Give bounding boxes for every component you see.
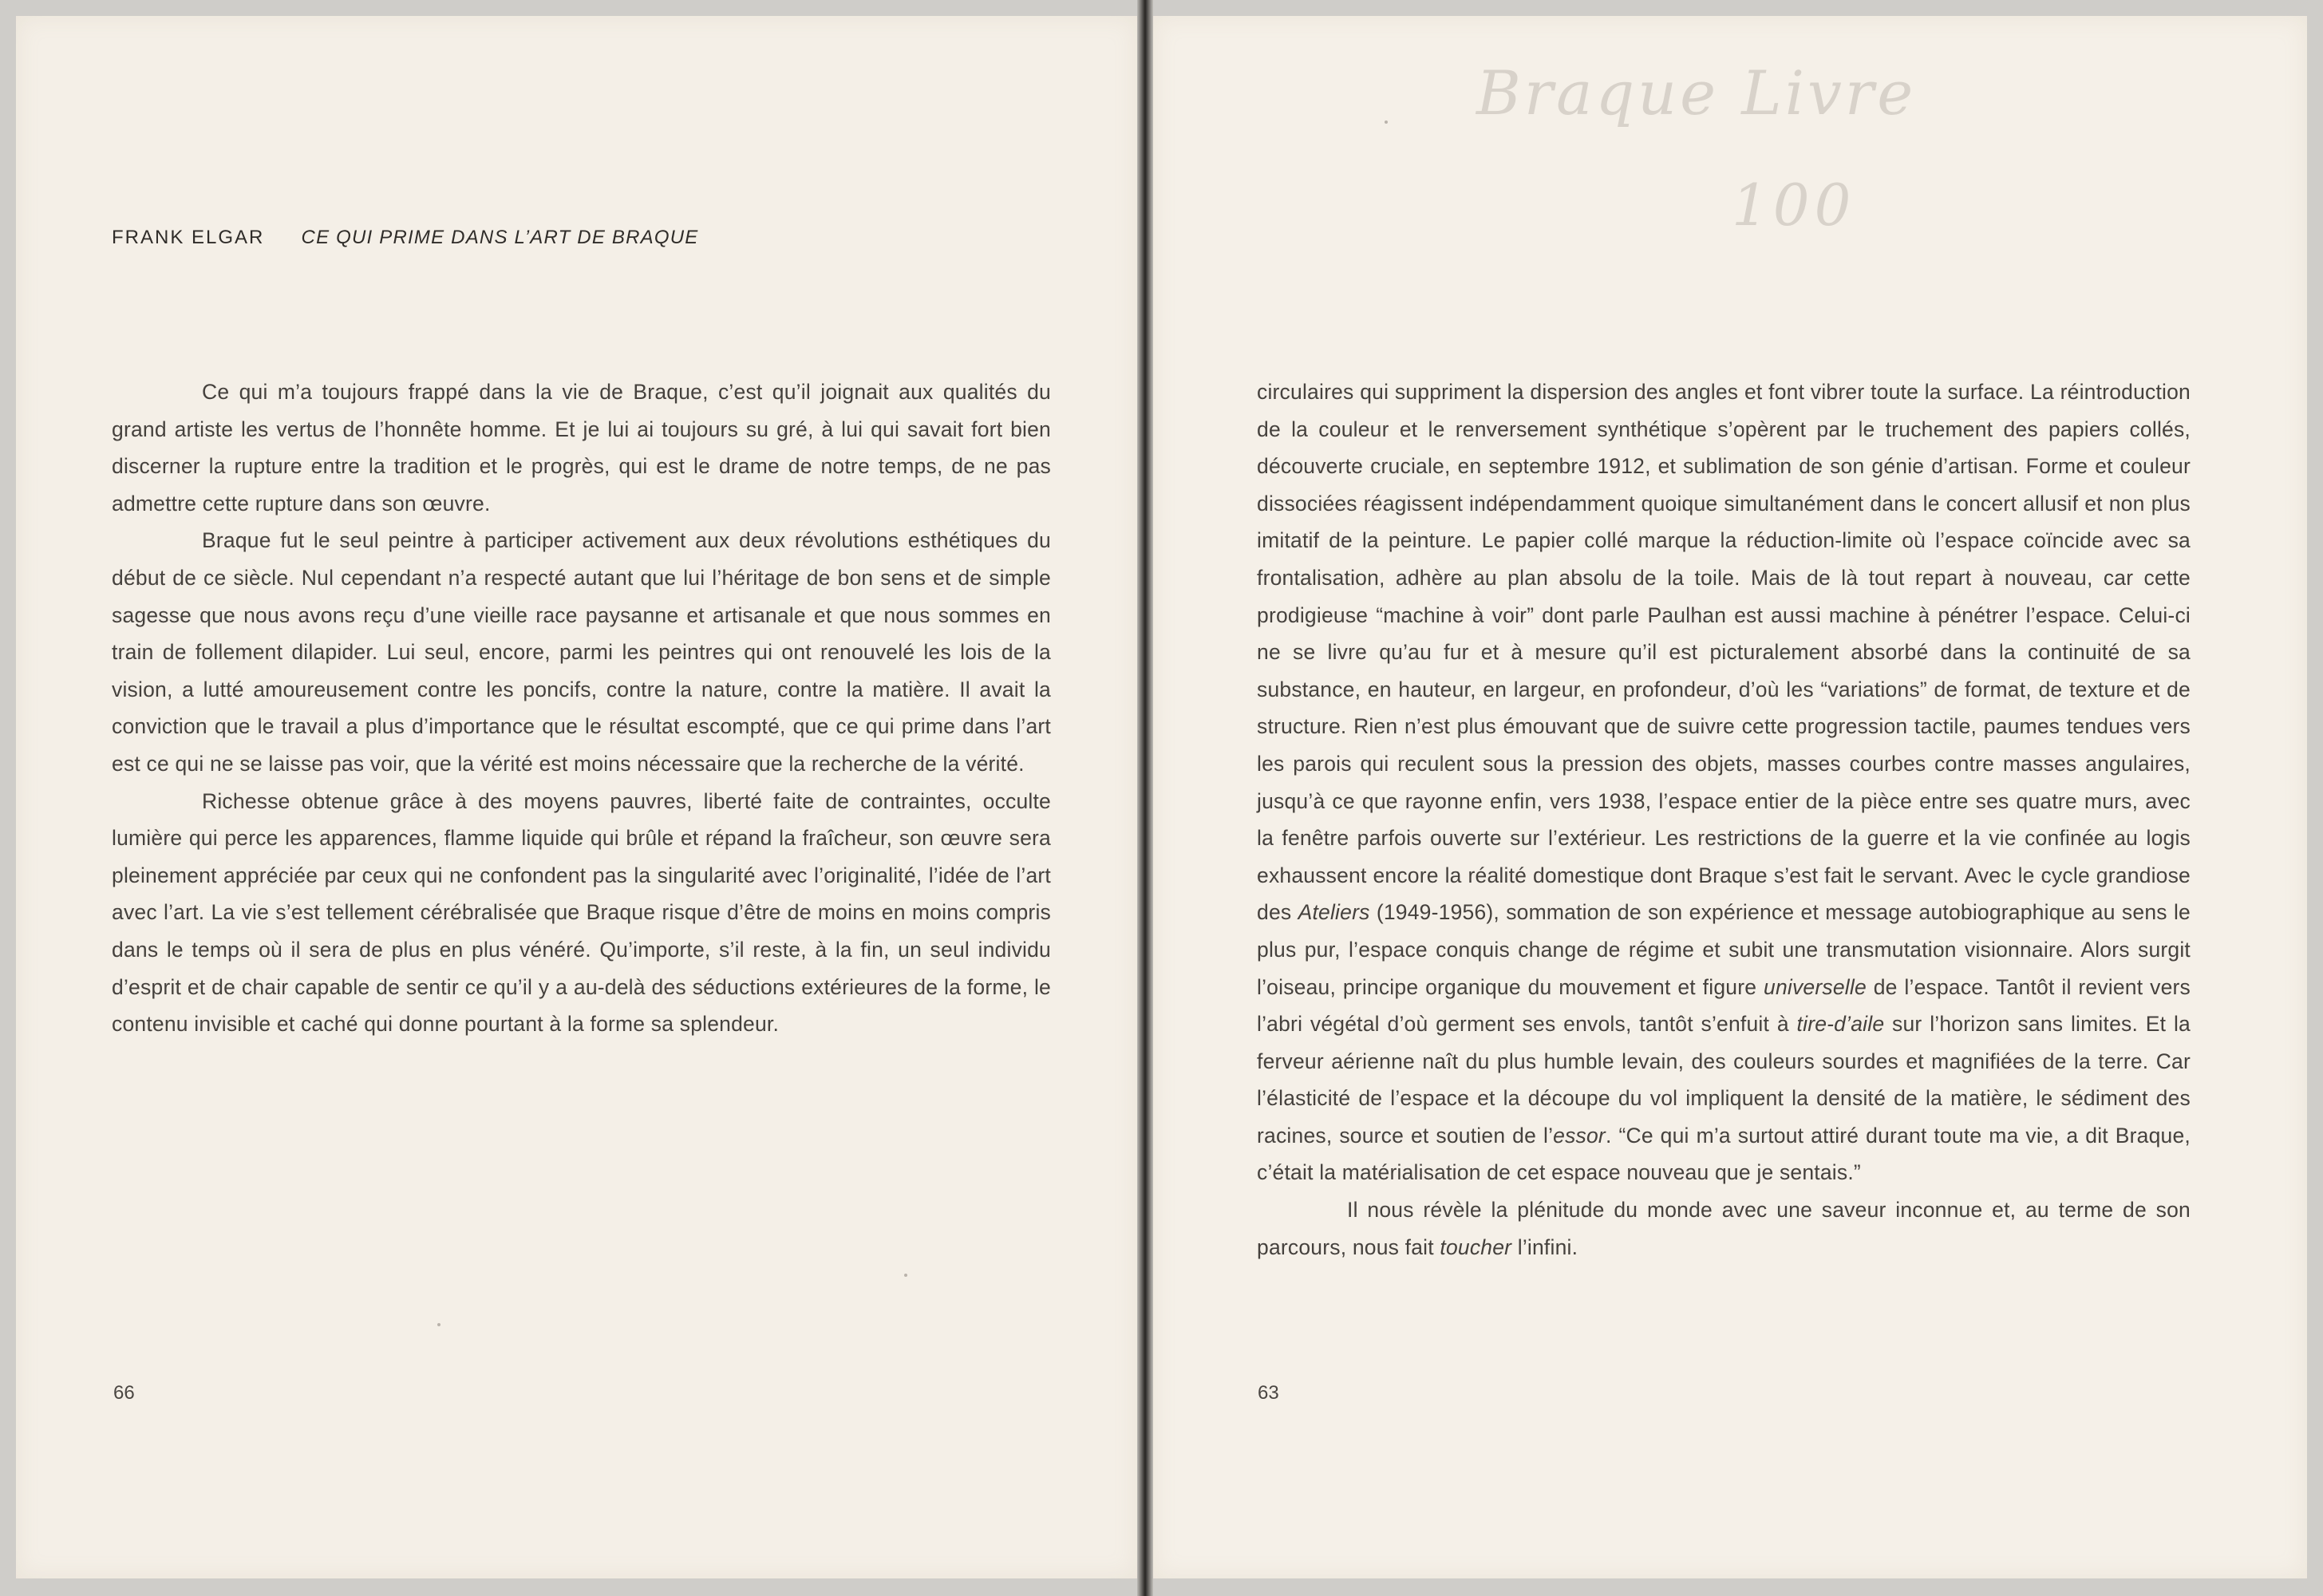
running-header (112, 227, 698, 249)
italic-text: essor (1553, 1123, 1606, 1148)
italic-text: universelle (1764, 974, 1867, 999)
paper-speck (1385, 120, 1388, 124)
paragraph (1257, 1191, 2191, 1266)
text-run: (1949-1956), sommation de son expérience et message autobiographique au sens le plus pur, l’espace conquis change de régime et subit une transmutation visionnaire. Alors surgit l’oiseau, principe organique du mouvement et figure (1257, 900, 2191, 999)
text-run: Il nous révèle la plénitude du monde avec une saveur inconnue et, au terme de son parcours, nous fait (1257, 1198, 2191, 1259)
pencil-annotation-title: Braque Livre (1476, 57, 1917, 128)
text-run: l’infini. (1511, 1235, 1578, 1259)
author-name: FRANK ELGAR (112, 227, 265, 248)
page-number-right: 63 (1258, 1382, 1279, 1404)
text-run: circulaires qui suppriment la dispersion des angles et font vibrer toute la surface. La réintroduction de la couleur et le renversement synthétique s’opèrent par le truchement des papiers collés, découverte cruciale, en septembre 1912, et sublimation de son génie d’artisan. Forme et couleur dissociées réagissent indépendamment quoique simultanément dans le concert allusif et non plus imitatif de la peinture. Le papier collé marque la réduction-limite où l’espace coïncide avec sa frontalisation, adhère au plan absolu de la toile. Mais de là tout repart à nouveau, car cette prodigieuse “machine à voir” dont parle Paulhan est aussi machine à pénétrer l’espace. Celui-ci ne se livre qu’au fur et à mesure qu’il est picturalement absorbé dans la continuité de sa substance, en hauteur, en largeur, en profondeur, d’où les “variations” de format, de texture et de structure. Rien n’est plus émouvant que de suivre cette progression tactile, paumes tendues vers les parois qui reculent sous la pression des objets, masses courbes contre masses angulaires, jusqu’à ce que rayonne enfin, vers 1938, l’espace entier de la pièce entre ses quatre murs, avec la fenêtre parfois ouverte sur l’extérieur. Les restrictions de la guerre et la vie confinée au logis exhaussent encore la réalité domestique dont Braque s’est fait le servant. Avec le cycle grandiose des (1257, 380, 2191, 925)
text-run: . “Ce qui m’a surtout attiré durant toute ma vie, a dit Braque, c’était la matérialisation de cet espace nouveau que je sentais.” (1257, 1123, 2191, 1185)
text-run: de l’espace. Tantôt il revient vers l’abri végétal d’où germent ses envols, tantôt s’enfuit à (1257, 974, 2191, 1037)
right-text-column (1257, 373, 2191, 1266)
paragraph: Ce qui m’a toujours frappé dans la vie de Braque, c’est qu’il joignait aux qualités du grand artiste les vertus de l’honnête homme. Et je lui ai toujours su gré, à lui qui savait fort bien discerner la rupture entre la tradition et le progrès, qui est le drame de notre temps, de ne pas admettre cette rupture dans son œuvre. (112, 380, 1051, 516)
text-run: sur l’horizon sans limites. Et la ferveur aérienne naît du plus humble levain, des couleurs sourdes et magnifiées de la terre. Car l’élasticité de l’espace et la découpe du vol impliquent la densité de la matière, le sédiment des racines, source et soutien de l’ (1257, 1012, 2191, 1148)
paper-speck (437, 1323, 441, 1326)
book-gutter (1137, 0, 1153, 1596)
italic-text: tire-d’aile (1796, 1012, 1885, 1037)
italic-text: Ateliers (1298, 900, 1370, 925)
left-text-column (112, 373, 1051, 1043)
paragraph (1257, 373, 2191, 1191)
page-number-left: 66 (113, 1382, 135, 1404)
italic-text: toucher (1440, 1235, 1512, 1259)
paragraph: Braque fut le seul peintre à participer activement aux deux révolutions esthétiques du début de ce siècle. Nul cependant n’a respecté autant que lui l’héritage de bon sens et de simple sagesse que nous avons reçu d’une vieille race paysanne et artisanale et que nous sommes en train de follement dilapider. Lui seul, encore, parmi les peintres qui ont renouvelé les lois de la vision, a lutté amoureusement contre les poncifs, contre la nature, contre la matière. Il avait la conviction que le travail a plus d’importance que le résultat escompté, que ce qui prime dans l’art est ce qui ne se laisse pas voir, que la vérité est moins nécessaire que la recherche de la vérité. (112, 528, 1051, 776)
paper-speck (904, 1274, 907, 1277)
paragraph: Richesse obtenue grâce à des moyens pauvres, liberté faite de contraintes, occulte lumière qui perce les apparences, flamme liquide qui brûle et répand la fraîcheur, son œuvre sera pleinement appréciée par ceux qui ne confondent pas la singularité avec l’originalité, l’idée de l’art avec l’art. La vie s’est tellement cérébralisée que Braque risque d’être de moins en moins compris dans le temps où il sera de plus en plus vénéré. Qu’importe, s’il reste, à la fin, un seul individu d’esprit et de chair capable de sentir ce qu’il y a au-delà des séductions extérieures de la forme, le contenu invisible et caché qui donne pourtant à la forme sa splendeur. (112, 788, 1051, 1037)
pencil-annotation-number: 100 (1732, 172, 1856, 239)
essay-title: CE QUI PRIME DANS L’ART DE BRAQUE (301, 227, 699, 248)
